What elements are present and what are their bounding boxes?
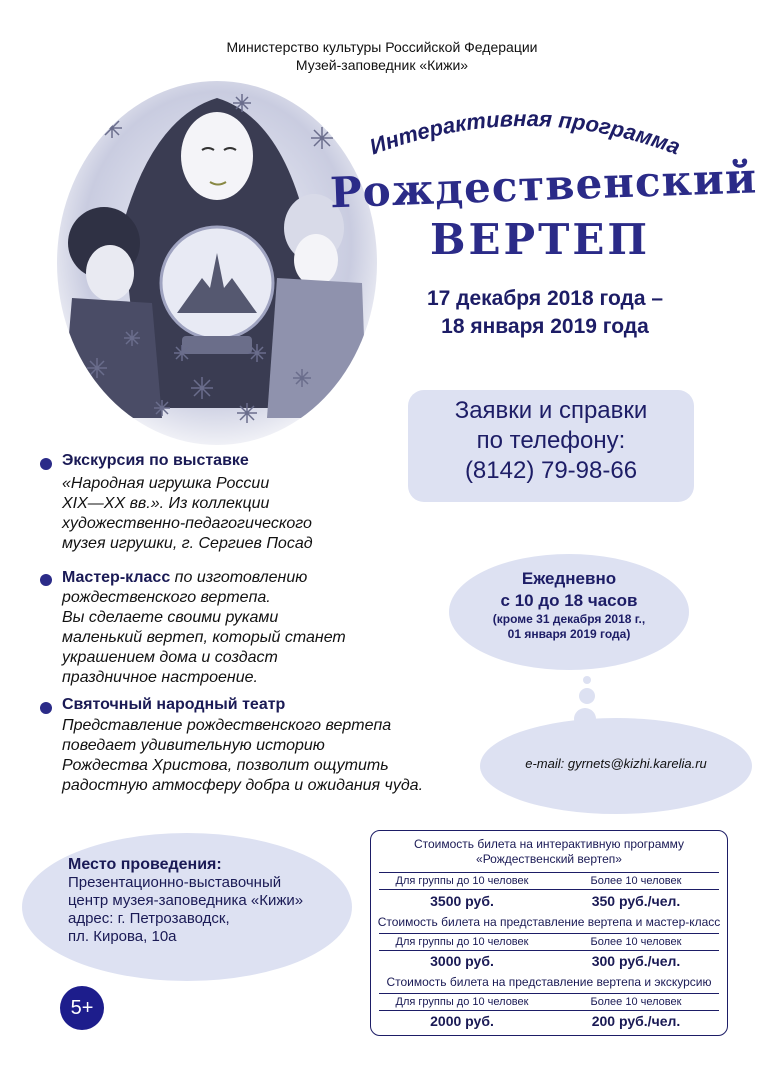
price-heading: Стоимость билета на интерактивную программу (413, 837, 685, 851)
bubble-dot (583, 676, 591, 684)
group-price: 2000 руб. (430, 1013, 494, 1029)
bullet-heading: Святочный народный театр (62, 696, 286, 713)
program-title (329, 153, 758, 270)
dates-line-2: 18 января 2019 года (441, 315, 649, 338)
individual-price: 200 руб./чел. (591, 1013, 681, 1029)
price-heading: «Рождественский вертеп» (476, 852, 622, 866)
individual-price: 300 руб./чел. (591, 953, 681, 969)
bullet-line: рождественского вертепа. (62, 589, 271, 606)
bullet-line: музея игрушки, г. Сергиев Посад (62, 535, 313, 552)
hours-line-2: с 10 до 18 часов (500, 591, 638, 610)
list-item (38, 452, 478, 560)
list-item (38, 692, 478, 802)
opening-hours (449, 554, 689, 670)
bullet-icon (40, 574, 52, 586)
age-rating-badge: 5+ (60, 986, 104, 1030)
svg-text:Интерактивная программа: Интерактивная программа (366, 105, 684, 160)
title-line-1: Рождественский (329, 153, 758, 218)
price-heading: Стоимость билета на представление вертепа и мастер-класс (377, 915, 721, 929)
bullet-text (62, 716, 423, 796)
bullet-text (62, 588, 346, 688)
price-heading: Стоимость билета на представление вертепа и экскурсию (386, 975, 712, 989)
bullet-line: «Народная игрушка России (62, 475, 270, 492)
bullet-icon (40, 702, 52, 714)
bullet-line: радостную атмосферу добра и ожидания чуда. (62, 777, 424, 794)
bullet-line: художественно-педагогического (62, 515, 312, 532)
hours-line-3: (кроме 31 декабря 2018 г., (492, 612, 646, 626)
bullet-heading: Мастер-класс (62, 569, 171, 586)
bullet-heading: Экскурсия по выставке (62, 452, 249, 469)
venue-line: адрес: г. Петрозаводск, (68, 910, 230, 927)
individual-label: Более 10 человек (590, 996, 682, 1008)
bullet-line: XIX—XX вв.». Из коллекции (62, 495, 270, 512)
bullet-icon (40, 458, 52, 470)
bullet-text (62, 474, 313, 554)
individual-label: Более 10 человек (590, 936, 682, 948)
title-line-2: ВЕРТЕП (429, 215, 651, 264)
bullet-line: Вы сделаете своими руками (62, 609, 279, 626)
venue-line: центр музея-заповедника «Кижи» (68, 892, 304, 909)
organization-name: Министерство культуры Российской Федерации (226, 39, 538, 55)
bullet-heading-rest: по изготовлению (170, 569, 308, 586)
hours-line-1: Ежедневно (521, 569, 617, 588)
group-label: Для группы до 10 человек (395, 936, 529, 948)
dates-line-1: 17 декабря 2018 года – (426, 287, 664, 310)
venue-heading: Место проведения: (68, 856, 222, 873)
contact-line-2: по телефону: (476, 427, 626, 454)
bullet-heading-row (62, 568, 307, 588)
bullet-line: Представление рождественского вертепа (62, 717, 392, 734)
price-table (370, 830, 728, 1036)
bullet-line: украшением дома и создаст (62, 649, 278, 666)
hours-line-4: 01 января 2019 года) (507, 627, 631, 641)
individual-price: 350 руб./чел. (591, 893, 681, 909)
bubble-dot (579, 688, 595, 704)
bullet-line: маленький вертеп, который станет (62, 629, 346, 646)
group-price: 3000 руб. (430, 953, 494, 969)
venue-line: Презентационно-выставочный (68, 874, 282, 891)
group-price: 3500 руб. (430, 893, 494, 909)
venue-line: пл. Кирова, 10а (68, 928, 177, 945)
group-label: Для группы до 10 человек (395, 875, 529, 887)
program-dates (360, 285, 730, 341)
contact-phone[interactable]: (8142) 79-98-66 (464, 457, 638, 484)
bullet-line: Рождества Христова, позволит ощутить (62, 757, 389, 774)
program-list (38, 452, 478, 802)
venue-info (68, 856, 358, 946)
contact-line-1: Заявки и справки (454, 397, 648, 424)
group-label: Для группы до 10 человек (395, 996, 529, 1008)
bullet-line: поведает удивительную историю (62, 737, 325, 754)
bullet-line: праздничное настроение. (62, 669, 258, 686)
list-item (38, 560, 478, 692)
email-address[interactable]: e-mail: gyrnets@kizhi.karelia.ru (525, 756, 707, 771)
individual-label: Более 10 человек (590, 875, 682, 887)
museum-name: Музей-заповедник «Кижи» (295, 57, 469, 73)
